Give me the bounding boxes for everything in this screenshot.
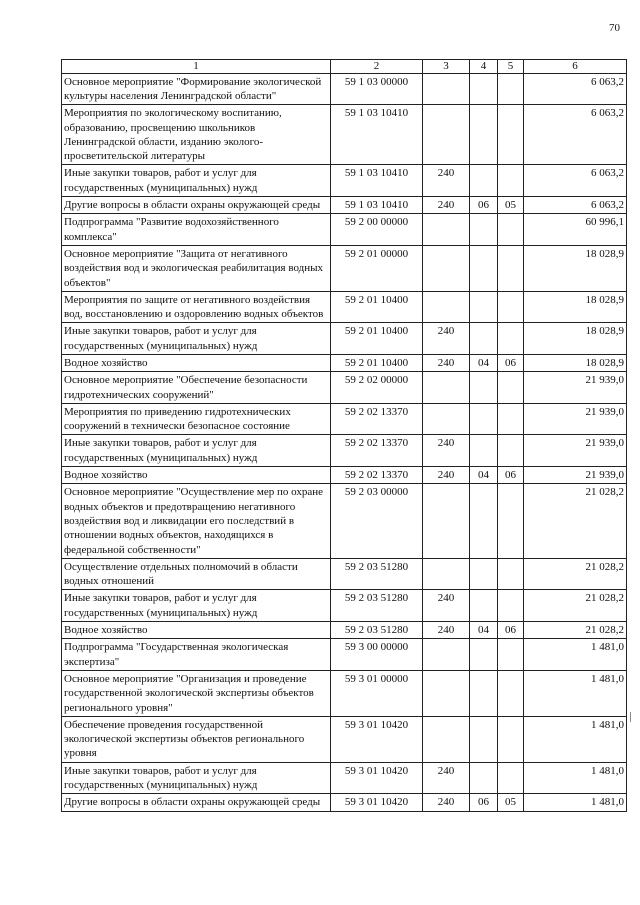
section-cell: 06: [470, 794, 498, 811]
row-name-cell: Основное мероприятие "Осуществление мер по охране водных объектов и предотвращению негативного воздействия вод и ликвидации его последствий в отношении водных объектов, находящихся в федеральной собственности": [62, 484, 331, 558]
amount-cell: 1 481,0: [524, 670, 627, 716]
section-cell: [470, 590, 498, 622]
amount-cell: 1 481,0: [524, 716, 627, 762]
section-cell: 04: [470, 622, 498, 639]
target-code-cell: 59 2 00 00000: [331, 214, 423, 246]
expense-type-cell: [423, 670, 470, 716]
table-row: [62, 73, 627, 105]
subsection-cell: [498, 165, 524, 197]
row-name-cell: Водное хозяйство: [62, 622, 331, 639]
amount-cell: 18 028,9: [524, 291, 627, 323]
subsection-cell: [498, 484, 524, 558]
table-row: [62, 794, 627, 811]
row-name-cell: Иные закупки товаров, работ и услуг для государственных (муниципальных) нужд: [62, 762, 331, 794]
row-name-cell: Мероприятия по экологическому воспитанию, образованию, просвещению школьников Ленинградской области, изданию эколого-просветительской литературы: [62, 105, 331, 165]
section-cell: [470, 245, 498, 291]
amount-cell: 21 939,0: [524, 372, 627, 404]
expense-type-cell: 240: [423, 762, 470, 794]
table-row: [62, 639, 627, 671]
header-row: [62, 60, 627, 74]
section-cell: [470, 291, 498, 323]
target-code-cell: 59 2 03 00000: [331, 484, 423, 558]
target-code-cell: 59 2 01 10400: [331, 291, 423, 323]
row-name-cell: Обеспечение проведения государственной экологической экспертизы объектов регионального уровня: [62, 716, 331, 762]
table-body: [62, 73, 627, 811]
target-code-cell: 59 2 02 00000: [331, 372, 423, 404]
subsection-cell: 06: [498, 467, 524, 484]
expense-type-cell: [423, 73, 470, 105]
expense-type-cell: [423, 403, 470, 435]
target-code-cell: 59 2 03 51280: [331, 590, 423, 622]
header-col-6: 6: [524, 60, 627, 74]
subsection-cell: [498, 214, 524, 246]
row-name-cell: Водное хозяйство: [62, 467, 331, 484]
section-cell: [470, 165, 498, 197]
table-row: [62, 622, 627, 639]
amount-cell: 60 996,1: [524, 214, 627, 246]
table-row: [62, 590, 627, 622]
header-col-4: 4: [470, 60, 498, 74]
target-code-cell: 59 2 01 10400: [331, 323, 423, 355]
section-cell: [470, 639, 498, 671]
margin-mark: [630, 712, 631, 722]
header-col-2: 2: [331, 60, 423, 74]
subsection-cell: [498, 716, 524, 762]
subsection-cell: 06: [498, 622, 524, 639]
expense-type-cell: [423, 214, 470, 246]
section-cell: 04: [470, 467, 498, 484]
target-code-cell: 59 2 02 13370: [331, 435, 423, 467]
amount-cell: 21 939,0: [524, 467, 627, 484]
target-code-cell: 59 2 02 13370: [331, 467, 423, 484]
expense-type-cell: [423, 105, 470, 165]
amount-cell: 6 063,2: [524, 73, 627, 105]
expense-type-cell: 240: [423, 165, 470, 197]
subsection-cell: 05: [498, 197, 524, 214]
target-code-cell: 59 1 03 10410: [331, 165, 423, 197]
expense-type-cell: 240: [423, 467, 470, 484]
target-code-cell: 59 2 03 51280: [331, 622, 423, 639]
expense-type-cell: 240: [423, 622, 470, 639]
table-row: [62, 214, 627, 246]
section-cell: 06: [470, 197, 498, 214]
subsection-cell: [498, 291, 524, 323]
row-name-cell: Основное мероприятие "Обеспечение безопасности гидротехнических сооружений": [62, 372, 331, 404]
amount-cell: 6 063,2: [524, 165, 627, 197]
table-row: [62, 105, 627, 165]
row-name-cell: Иные закупки товаров, работ и услуг для государственных (муниципальных) нужд: [62, 323, 331, 355]
expense-type-cell: [423, 484, 470, 558]
subsection-cell: [498, 403, 524, 435]
amount-cell: 1 481,0: [524, 794, 627, 811]
target-code-cell: 59 1 03 10410: [331, 197, 423, 214]
amount-cell: 1 481,0: [524, 639, 627, 671]
row-name-cell: Водное хозяйство: [62, 354, 331, 371]
subsection-cell: [498, 435, 524, 467]
table-row: [62, 762, 627, 794]
row-name-cell: Иные закупки товаров, работ и услуг для государственных (муниципальных) нужд: [62, 165, 331, 197]
header-col-5: 5: [498, 60, 524, 74]
section-cell: [470, 716, 498, 762]
expense-type-cell: 240: [423, 590, 470, 622]
expense-type-cell: [423, 639, 470, 671]
row-name-cell: Основное мероприятие "Организация и проведение государственной экологической экспертизы объектов регионального уровня": [62, 670, 331, 716]
target-code-cell: 59 3 01 10420: [331, 794, 423, 811]
expense-type-cell: [423, 716, 470, 762]
section-cell: [470, 762, 498, 794]
section-cell: [470, 372, 498, 404]
amount-cell: 21 939,0: [524, 435, 627, 467]
subsection-cell: [498, 323, 524, 355]
target-code-cell: 59 1 03 00000: [331, 73, 423, 105]
subsection-cell: [498, 558, 524, 590]
amount-cell: 21 028,2: [524, 622, 627, 639]
section-cell: [470, 484, 498, 558]
section-cell: [470, 323, 498, 355]
table-row: [62, 467, 627, 484]
expense-type-cell: [423, 558, 470, 590]
section-cell: [470, 105, 498, 165]
subsection-cell: [498, 590, 524, 622]
target-code-cell: 59 1 03 10410: [331, 105, 423, 165]
target-code-cell: 59 2 01 00000: [331, 245, 423, 291]
target-code-cell: 59 3 01 00000: [331, 670, 423, 716]
expense-type-cell: 240: [423, 197, 470, 214]
row-name-cell: Основное мероприятие "Формирование экологической культуры населения Ленинградской области": [62, 73, 331, 105]
expense-type-cell: 240: [423, 435, 470, 467]
section-cell: [470, 73, 498, 105]
subsection-cell: [498, 105, 524, 165]
expense-type-cell: 240: [423, 794, 470, 811]
table-row: [62, 403, 627, 435]
table-row: [62, 165, 627, 197]
expense-type-cell: [423, 245, 470, 291]
section-cell: [470, 214, 498, 246]
amount-cell: 6 063,2: [524, 197, 627, 214]
target-code-cell: 59 2 03 51280: [331, 558, 423, 590]
page-number: 70: [609, 22, 620, 34]
subsection-cell: [498, 639, 524, 671]
section-cell: [470, 670, 498, 716]
section-cell: 04: [470, 354, 498, 371]
amount-cell: 18 028,9: [524, 323, 627, 355]
subsection-cell: [498, 73, 524, 105]
budget-table: [61, 59, 627, 812]
row-name-cell: Иные закупки товаров, работ и услуг для государственных (муниципальных) нужд: [62, 435, 331, 467]
row-name-cell: Другие вопросы в области охраны окружающей среды: [62, 794, 331, 811]
expense-type-cell: [423, 372, 470, 404]
row-name-cell: Подпрограмма "Государственная экологическая экспертиза": [62, 639, 331, 671]
table-row: [62, 558, 627, 590]
target-code-cell: 59 3 00 00000: [331, 639, 423, 671]
target-code-cell: 59 3 01 10420: [331, 762, 423, 794]
table-row: [62, 245, 627, 291]
table-row: [62, 484, 627, 558]
amount-cell: 1 481,0: [524, 762, 627, 794]
amount-cell: 6 063,2: [524, 105, 627, 165]
amount-cell: 21 028,2: [524, 558, 627, 590]
subsection-cell: [498, 372, 524, 404]
header-col-3: 3: [423, 60, 470, 74]
row-name-cell: Основное мероприятие "Защита от негативного воздействия вод и экологическая реабилитация водных объектов": [62, 245, 331, 291]
amount-cell: 21 028,2: [524, 590, 627, 622]
amount-cell: 18 028,9: [524, 354, 627, 371]
expense-type-cell: [423, 291, 470, 323]
amount-cell: 21 028,2: [524, 484, 627, 558]
subsection-cell: [498, 762, 524, 794]
target-code-cell: 59 3 01 10420: [331, 716, 423, 762]
expense-type-cell: 240: [423, 323, 470, 355]
target-code-cell: 59 2 02 13370: [331, 403, 423, 435]
target-code-cell: 59 2 01 10400: [331, 354, 423, 371]
table-row: [62, 435, 627, 467]
table-row: [62, 372, 627, 404]
row-name-cell: Мероприятия по защите от негативного воздействия вод, восстановлению и оздоровлению водных объектов: [62, 291, 331, 323]
row-name-cell: Осуществление отдельных полномочий в области водных отношений: [62, 558, 331, 590]
table-row: [62, 670, 627, 716]
row-name-cell: Другие вопросы в области охраны окружающей среды: [62, 197, 331, 214]
table-row: [62, 354, 627, 371]
amount-cell: 21 939,0: [524, 403, 627, 435]
table-row: [62, 716, 627, 762]
table-row: [62, 291, 627, 323]
row-name-cell: Подпрограмма "Развитие водохозяйственного комплекса": [62, 214, 331, 246]
table-row: [62, 197, 627, 214]
amount-cell: 18 028,9: [524, 245, 627, 291]
header-col-1: 1: [62, 60, 331, 74]
section-cell: [470, 558, 498, 590]
subsection-cell: [498, 670, 524, 716]
section-cell: [470, 435, 498, 467]
expense-type-cell: 240: [423, 354, 470, 371]
row-name-cell: Иные закупки товаров, работ и услуг для государственных (муниципальных) нужд: [62, 590, 331, 622]
subsection-cell: 05: [498, 794, 524, 811]
subsection-cell: [498, 245, 524, 291]
table-row: [62, 323, 627, 355]
subsection-cell: 06: [498, 354, 524, 371]
section-cell: [470, 403, 498, 435]
row-name-cell: Мероприятия по приведению гидротехнических сооружений в технически безопасное состояние: [62, 403, 331, 435]
